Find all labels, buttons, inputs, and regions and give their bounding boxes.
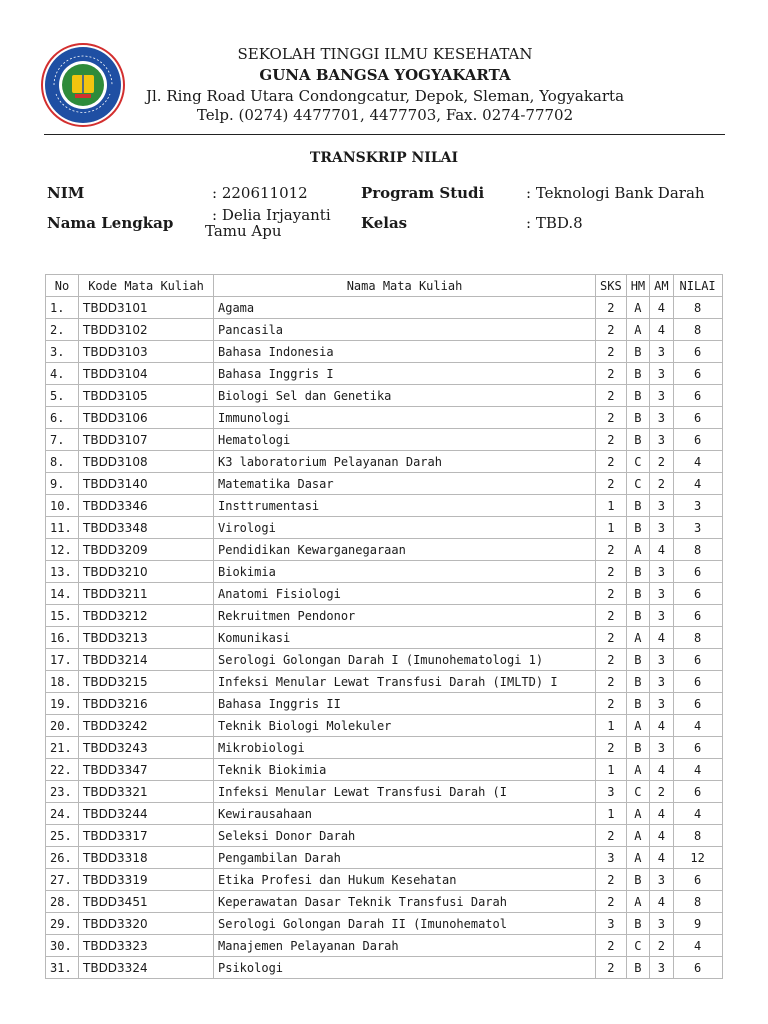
course-nilai: 3 xyxy=(673,517,722,539)
course-sks: 2 xyxy=(596,429,627,451)
course-code: TBDD3451 xyxy=(79,891,214,913)
course-am: 2 xyxy=(650,473,673,495)
course-am: 4 xyxy=(650,539,673,561)
course-code: TBDD3107 xyxy=(79,429,214,451)
course-sks: 2 xyxy=(596,363,627,385)
course-am: 4 xyxy=(650,297,673,319)
nama-lengkap-value-line2: Tamu Apu xyxy=(205,222,282,240)
course-name: Bahasa Indonesia xyxy=(214,341,596,363)
course-nilai: 8 xyxy=(673,627,722,649)
row-no: 19. xyxy=(46,693,79,715)
course-name: Teknik Biokimia xyxy=(214,759,596,781)
row-no: 5. xyxy=(46,385,79,407)
course-am: 3 xyxy=(650,363,673,385)
course-nilai: 6 xyxy=(673,605,722,627)
table-row xyxy=(46,363,723,385)
course-am: 3 xyxy=(650,429,673,451)
row-no: 7. xyxy=(46,429,79,451)
table-row xyxy=(46,385,723,407)
course-hm: B xyxy=(626,957,649,979)
course-nilai: 6 xyxy=(673,583,722,605)
course-hm: A xyxy=(626,891,649,913)
table-row xyxy=(46,715,723,737)
course-nilai: 6 xyxy=(673,649,722,671)
course-code: TBDD3244 xyxy=(79,803,214,825)
row-no: 31. xyxy=(46,957,79,979)
table-row xyxy=(46,957,723,979)
course-code: TBDD3212 xyxy=(79,605,214,627)
table-body xyxy=(46,297,723,979)
table-row xyxy=(46,693,723,715)
course-am: 3 xyxy=(650,407,673,429)
row-no: 28. xyxy=(46,891,79,913)
table-row xyxy=(46,407,723,429)
header-sks: SKS xyxy=(596,275,627,297)
course-nilai: 4 xyxy=(673,759,722,781)
row-no: 4. xyxy=(46,363,79,385)
course-sks: 2 xyxy=(596,539,627,561)
course-sks: 2 xyxy=(596,473,627,495)
course-name: Kewirausahaan xyxy=(214,803,596,825)
course-sks: 2 xyxy=(596,561,627,583)
course-hm: B xyxy=(626,561,649,583)
course-nilai: 4 xyxy=(673,715,722,737)
table-row xyxy=(46,891,723,913)
course-nilai: 6 xyxy=(673,957,722,979)
row-no: 10. xyxy=(46,495,79,517)
table-row xyxy=(46,869,723,891)
table-row xyxy=(46,319,723,341)
row-no: 15. xyxy=(46,605,79,627)
course-nilai: 6 xyxy=(673,363,722,385)
document-title: TRANSKRIP NILAI xyxy=(309,150,459,166)
course-nilai: 6 xyxy=(673,671,722,693)
course-hm: B xyxy=(626,341,649,363)
table-row xyxy=(46,341,723,363)
course-code: TBDD3106 xyxy=(79,407,214,429)
table-row xyxy=(46,671,723,693)
row-no: 13. xyxy=(46,561,79,583)
course-name: Hematologi xyxy=(214,429,596,451)
table-row xyxy=(46,825,723,847)
course-name: Manajemen Pelayanan Darah xyxy=(214,935,596,957)
course-code: TBDD3317 xyxy=(79,825,214,847)
course-code: TBDD3104 xyxy=(79,363,214,385)
row-no: 8. xyxy=(46,451,79,473)
course-hm: A xyxy=(626,759,649,781)
course-code: TBDD3213 xyxy=(79,627,214,649)
course-nilai: 4 xyxy=(673,935,722,957)
course-am: 3 xyxy=(650,649,673,671)
course-nilai: 6 xyxy=(673,869,722,891)
course-hm: B xyxy=(626,583,649,605)
table-row xyxy=(46,605,723,627)
table-header-row xyxy=(46,275,723,297)
course-hm: C xyxy=(626,781,649,803)
course-sks: 3 xyxy=(596,847,627,869)
course-sks: 2 xyxy=(596,825,627,847)
course-nilai: 6 xyxy=(673,407,722,429)
course-sks: 2 xyxy=(596,319,627,341)
course-sks: 2 xyxy=(596,869,627,891)
header-am: AM xyxy=(650,275,673,297)
row-no: 3. xyxy=(46,341,79,363)
course-code: TBDD3324 xyxy=(79,957,214,979)
row-no: 26. xyxy=(46,847,79,869)
course-nilai: 4 xyxy=(673,803,722,825)
course-nilai: 6 xyxy=(673,341,722,363)
course-hm: A xyxy=(626,847,649,869)
table-row xyxy=(46,297,723,319)
course-hm: A xyxy=(626,803,649,825)
course-sks: 2 xyxy=(596,671,627,693)
course-am: 4 xyxy=(650,847,673,869)
course-code: TBDD3242 xyxy=(79,715,214,737)
table-row xyxy=(46,473,723,495)
course-sks: 2 xyxy=(596,627,627,649)
course-nilai: 12 xyxy=(673,847,722,869)
course-name: Immunologi xyxy=(214,407,596,429)
course-name: Biologi Sel dan Genetika xyxy=(214,385,596,407)
course-hm: B xyxy=(626,407,649,429)
row-no: 22. xyxy=(46,759,79,781)
course-sks: 1 xyxy=(596,803,627,825)
table-row xyxy=(46,913,723,935)
header-kode: Kode Mata Kuliah xyxy=(79,275,214,297)
course-hm: A xyxy=(626,539,649,561)
course-sks: 1 xyxy=(596,759,627,781)
course-hm: B xyxy=(626,693,649,715)
course-name: Biokimia xyxy=(214,561,596,583)
table-row xyxy=(46,803,723,825)
course-sks: 3 xyxy=(596,913,627,935)
row-no: 29. xyxy=(46,913,79,935)
row-no: 30. xyxy=(46,935,79,957)
course-name: Infeksi Menular Lewat Transfusi Darah (I xyxy=(214,781,596,803)
course-hm: C xyxy=(626,451,649,473)
row-no: 6. xyxy=(46,407,79,429)
program-studi-label: Program Studi xyxy=(361,184,485,202)
course-am: 3 xyxy=(650,517,673,539)
row-no: 9. xyxy=(46,473,79,495)
course-code: TBDD3320 xyxy=(79,913,214,935)
course-name: Bahasa Inggris II xyxy=(214,693,596,715)
kelas-value: : TBD.8 xyxy=(526,214,583,232)
course-hm: C xyxy=(626,473,649,495)
course-am: 3 xyxy=(650,495,673,517)
course-name: Agama xyxy=(214,297,596,319)
course-name: Anatomi Fisiologi xyxy=(214,583,596,605)
letterhead xyxy=(0,0,768,136)
course-am: 4 xyxy=(650,891,673,913)
course-nilai: 6 xyxy=(673,781,722,803)
course-code: TBDD3215 xyxy=(79,671,214,693)
table-row xyxy=(46,451,723,473)
row-no: 23. xyxy=(46,781,79,803)
course-name: Insttrumentasi xyxy=(214,495,596,517)
course-am: 3 xyxy=(650,385,673,407)
table-row xyxy=(46,781,723,803)
institution-address: Jl. Ring Road Utara Condongcatur, Depok, Sleman, Yogyakarta xyxy=(145,87,625,105)
course-name: Pengambilan Darah xyxy=(214,847,596,869)
course-name: Etika Profesi dan Hukum Kesehatan xyxy=(214,869,596,891)
course-code: TBDD3108 xyxy=(79,451,214,473)
course-am: 3 xyxy=(650,693,673,715)
nama-lengkap-value-line1: : Delia Irjayanti xyxy=(212,206,331,224)
header-nama: Nama Mata Kuliah xyxy=(214,275,596,297)
course-hm: B xyxy=(626,429,649,451)
course-nilai: 6 xyxy=(673,385,722,407)
course-sks: 2 xyxy=(596,385,627,407)
course-name: Matematika Dasar xyxy=(214,473,596,495)
course-name: Serologi Golongan Darah I (Imunohematologi 1) xyxy=(214,649,596,671)
course-name: Komunikasi xyxy=(214,627,596,649)
course-code: TBDD3318 xyxy=(79,847,214,869)
course-sks: 2 xyxy=(596,605,627,627)
course-code: TBDD3140 xyxy=(79,473,214,495)
course-name: Pancasila xyxy=(214,319,596,341)
table-row xyxy=(46,539,723,561)
course-hm: A xyxy=(626,319,649,341)
row-no: 2. xyxy=(46,319,79,341)
institution-contact: Telp. (0274) 4477701, 4477703, Fax. 0274-77702 xyxy=(196,106,574,124)
course-hm: B xyxy=(626,913,649,935)
table-row xyxy=(46,737,723,759)
course-code: TBDD3105 xyxy=(79,385,214,407)
course-sks: 2 xyxy=(596,341,627,363)
course-code: TBDD3102 xyxy=(79,319,214,341)
course-code: TBDD3321 xyxy=(79,781,214,803)
course-sks: 2 xyxy=(596,649,627,671)
course-name: Bahasa Inggris I xyxy=(214,363,596,385)
transcript-table-wrapper xyxy=(45,274,723,979)
institution-name: GUNA BANGSA YOGYAKARTA xyxy=(259,66,511,84)
course-code: TBDD3209 xyxy=(79,539,214,561)
course-sks: 2 xyxy=(596,737,627,759)
table-row xyxy=(46,561,723,583)
course-hm: A xyxy=(626,825,649,847)
course-code: TBDD3103 xyxy=(79,341,214,363)
course-hm: B xyxy=(626,495,649,517)
course-code: TBDD3214 xyxy=(79,649,214,671)
course-nilai: 8 xyxy=(673,891,722,913)
course-code: TBDD3216 xyxy=(79,693,214,715)
course-hm: A xyxy=(626,627,649,649)
course-code: TBDD3243 xyxy=(79,737,214,759)
course-am: 3 xyxy=(650,737,673,759)
row-no: 20. xyxy=(46,715,79,737)
row-no: 14. xyxy=(46,583,79,605)
course-code: TBDD3210 xyxy=(79,561,214,583)
course-name: Teknik Biologi Molekuler xyxy=(214,715,596,737)
course-hm: B xyxy=(626,385,649,407)
course-am: 4 xyxy=(650,759,673,781)
course-name: K3 laboratorium Pelayanan Darah xyxy=(214,451,596,473)
row-no: 17. xyxy=(46,649,79,671)
transcript-table xyxy=(45,274,723,979)
course-nilai: 4 xyxy=(673,451,722,473)
course-nilai: 4 xyxy=(673,473,722,495)
kelas-label: Kelas xyxy=(361,214,408,232)
course-code: TBDD3347 xyxy=(79,759,214,781)
course-am: 3 xyxy=(650,583,673,605)
course-code: TBDD3211 xyxy=(79,583,214,605)
course-am: 3 xyxy=(650,561,673,583)
header-nilai: NILAI xyxy=(673,275,722,297)
nama-lengkap-label: Nama Lengkap xyxy=(47,214,174,232)
course-sks: 2 xyxy=(596,451,627,473)
nim-value: : 220611012 xyxy=(212,184,308,202)
table-row xyxy=(46,935,723,957)
course-sks: 2 xyxy=(596,407,627,429)
course-sks: 1 xyxy=(596,715,627,737)
table-row xyxy=(46,847,723,869)
course-hm: B xyxy=(626,671,649,693)
table-row xyxy=(46,627,723,649)
table-row xyxy=(46,495,723,517)
course-code: TBDD3346 xyxy=(79,495,214,517)
nim-label: NIM xyxy=(47,184,85,202)
course-hm: A xyxy=(626,715,649,737)
course-am: 3 xyxy=(650,605,673,627)
course-hm: B xyxy=(626,605,649,627)
course-code: TBDD3323 xyxy=(79,935,214,957)
row-no: 25. xyxy=(46,825,79,847)
table-row xyxy=(46,649,723,671)
course-sks: 1 xyxy=(596,495,627,517)
course-hm: B xyxy=(626,363,649,385)
institution-header xyxy=(130,44,640,123)
course-nilai: 3 xyxy=(673,495,722,517)
course-name: Serologi Golongan Darah II (Imunohematol xyxy=(214,913,596,935)
course-code: TBDD3101 xyxy=(79,297,214,319)
course-sks: 2 xyxy=(596,583,627,605)
course-am: 4 xyxy=(650,825,673,847)
course-am: 4 xyxy=(650,715,673,737)
row-no: 27. xyxy=(46,869,79,891)
course-sks: 2 xyxy=(596,693,627,715)
course-sks: 1 xyxy=(596,517,627,539)
table-row xyxy=(46,759,723,781)
course-nilai: 6 xyxy=(673,737,722,759)
course-name: Keperawatan Dasar Teknik Transfusi Darah xyxy=(214,891,596,913)
row-no: 16. xyxy=(46,627,79,649)
course-nilai: 6 xyxy=(673,693,722,715)
course-hm: B xyxy=(626,517,649,539)
header-divider xyxy=(44,134,725,135)
table-row xyxy=(46,517,723,539)
table-row xyxy=(46,583,723,605)
row-no: 21. xyxy=(46,737,79,759)
course-am: 2 xyxy=(650,935,673,957)
course-name: Virologi xyxy=(214,517,596,539)
table-row xyxy=(46,429,723,451)
course-hm: A xyxy=(626,297,649,319)
course-nilai: 6 xyxy=(673,561,722,583)
course-am: 3 xyxy=(650,869,673,891)
course-nilai: 9 xyxy=(673,913,722,935)
course-am: 3 xyxy=(650,957,673,979)
course-hm: B xyxy=(626,869,649,891)
course-am: 2 xyxy=(650,781,673,803)
course-name: Rekruitmen Pendonor xyxy=(214,605,596,627)
institution-type: SEKOLAH TINGGI ILMU KESEHATAN xyxy=(237,45,533,63)
course-name: Psikologi xyxy=(214,957,596,979)
row-no: 18. xyxy=(46,671,79,693)
course-nilai: 8 xyxy=(673,539,722,561)
institution-logo xyxy=(40,42,126,128)
course-code: TBDD3348 xyxy=(79,517,214,539)
course-am: 4 xyxy=(650,627,673,649)
course-am: 4 xyxy=(650,319,673,341)
course-name: Seleksi Donor Darah xyxy=(214,825,596,847)
course-sks: 2 xyxy=(596,957,627,979)
course-am: 2 xyxy=(650,451,673,473)
header-hm: HM xyxy=(626,275,649,297)
header-no: No xyxy=(46,275,79,297)
course-code: TBDD3319 xyxy=(79,869,214,891)
course-sks: 2 xyxy=(596,297,627,319)
course-sks: 3 xyxy=(596,781,627,803)
course-am: 3 xyxy=(650,341,673,363)
course-am: 4 xyxy=(650,803,673,825)
course-hm: C xyxy=(626,935,649,957)
course-nilai: 8 xyxy=(673,825,722,847)
course-name: Mikrobiologi xyxy=(214,737,596,759)
course-hm: B xyxy=(626,737,649,759)
course-hm: B xyxy=(626,649,649,671)
row-no: 12. xyxy=(46,539,79,561)
course-am: 3 xyxy=(650,671,673,693)
course-name: Pendidikan Kewarganegaraan xyxy=(214,539,596,561)
row-no: 1. xyxy=(46,297,79,319)
course-name: Infeksi Menular Lewat Transfusi Darah (IMLTD) I xyxy=(214,671,596,693)
program-studi-value: : Teknologi Bank Darah xyxy=(526,184,705,202)
course-sks: 2 xyxy=(596,935,627,957)
course-nilai: 8 xyxy=(673,319,722,341)
course-nilai: 8 xyxy=(673,297,722,319)
row-no: 24. xyxy=(46,803,79,825)
course-nilai: 6 xyxy=(673,429,722,451)
course-am: 3 xyxy=(650,913,673,935)
course-sks: 2 xyxy=(596,891,627,913)
row-no: 11. xyxy=(46,517,79,539)
